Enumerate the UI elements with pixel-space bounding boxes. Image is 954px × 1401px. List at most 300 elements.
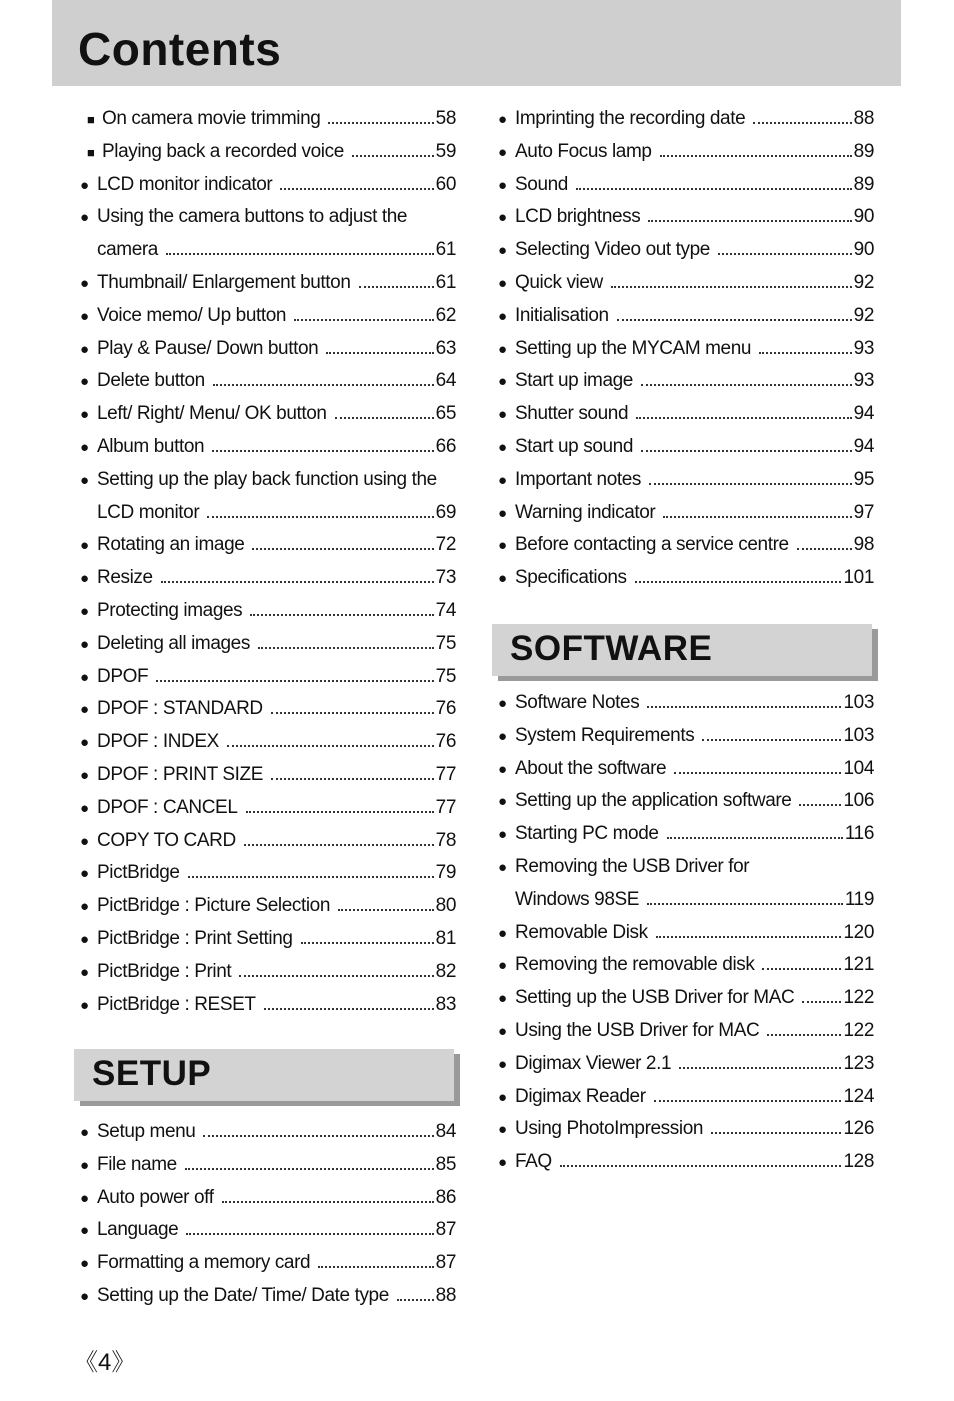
toc-entry-page: 80 — [435, 895, 456, 917]
toc-entry[interactable] — [498, 1118, 874, 1151]
setup-section-heading — [74, 1049, 454, 1101]
toc-entry-label: PictBridge : Print Setting — [97, 927, 293, 949]
toc-entry-label: PictBridge : Picture Selection — [97, 895, 331, 917]
toc-entry-page: 87 — [435, 1252, 456, 1274]
toc-entry-label: LCD monitor — [97, 501, 200, 523]
dot-leader — [294, 319, 434, 321]
toc-entry-page: 93 — [853, 370, 874, 392]
toc-entry[interactable] — [498, 502, 874, 535]
dot-leader — [663, 516, 851, 518]
toc-entry-label: Setting up the Date/ Time/ Date type — [97, 1284, 389, 1306]
round-bullet-icon: ● — [80, 963, 89, 981]
toc-entry[interactable] — [80, 1121, 456, 1154]
toc-entry-label: Sound — [515, 173, 568, 195]
dot-leader — [156, 680, 433, 682]
toc-entry-label: Start up image — [515, 370, 633, 392]
dot-leader — [301, 942, 434, 944]
round-bullet-icon: ● — [80, 799, 89, 817]
dot-leader — [213, 384, 434, 386]
toc-entry-page: 122 — [843, 987, 874, 1009]
round-bullet-icon: ● — [80, 406, 89, 424]
dot-leader — [161, 581, 434, 583]
toc-entry[interactable] — [80, 830, 456, 863]
toc-entry-label: Removable Disk — [515, 921, 648, 943]
toc-entry[interactable] — [498, 922, 874, 955]
toc-entry[interactable] — [498, 534, 874, 567]
toc-entry-label: Shutter sound — [515, 403, 629, 425]
round-bullet-icon: ● — [80, 602, 89, 620]
dot-leader — [679, 1067, 841, 1069]
dot-leader — [186, 1233, 433, 1235]
toc-entry-label: Software Notes — [515, 692, 640, 713]
toc-entry-page: 75 — [435, 632, 456, 654]
round-bullet-icon: ● — [498, 406, 507, 424]
dot-leader — [397, 1299, 434, 1301]
round-bullet-icon: ● — [80, 668, 89, 686]
toc-entry[interactable] — [498, 823, 874, 856]
square-bullet-icon: ■ — [87, 112, 95, 127]
dot-leader — [338, 909, 434, 911]
round-bullet-icon: ● — [498, 471, 507, 489]
round-bullet-icon: ● — [498, 1121, 507, 1139]
toc-entry[interactable] — [80, 370, 456, 403]
dot-leader — [326, 352, 433, 354]
toc-entry[interactable] — [498, 174, 874, 207]
dot-leader — [212, 450, 433, 452]
dot-leader — [635, 581, 842, 583]
toc-entry[interactable] — [80, 895, 456, 928]
toc-entry[interactable] — [80, 206, 456, 239]
toc-entry[interactable] — [80, 666, 456, 699]
toc-entry-label: PictBridge : Print — [97, 960, 232, 982]
toc-entry-page: 62 — [435, 304, 456, 326]
round-bullet-icon: ● — [498, 924, 507, 942]
toc-entry-page: 60 — [435, 173, 456, 195]
toc-entry[interactable] — [498, 954, 874, 987]
dot-leader — [641, 384, 852, 386]
toc-entry[interactable] — [80, 797, 456, 830]
dot-leader — [759, 352, 852, 354]
toc-entry[interactable] — [498, 567, 874, 600]
toc-entry-label: LCD brightness — [515, 206, 641, 228]
toc-entry-label: Initialisation — [515, 304, 609, 326]
toc-entry-page: 76 — [435, 731, 456, 753]
toc-entry[interactable] — [80, 698, 456, 731]
square-bullet-icon: ■ — [87, 144, 95, 160]
dot-leader — [711, 1132, 841, 1134]
toc-entry[interactable] — [80, 305, 456, 338]
toc-entry-page: 98 — [853, 534, 874, 556]
round-bullet-icon: ● — [80, 930, 89, 948]
toc-entry-label: Delete button — [97, 370, 205, 392]
round-bullet-icon: ● — [80, 1255, 89, 1273]
toc-entry-page: 106 — [843, 790, 874, 812]
toc-entry[interactable] — [80, 141, 456, 174]
toc-entry-label: Auto Focus lamp — [515, 140, 652, 162]
toc-entry[interactable] — [498, 692, 874, 725]
round-bullet-icon: ● — [498, 143, 507, 161]
toc-entry-page: 92 — [853, 271, 874, 293]
dot-leader — [641, 450, 852, 452]
round-bullet-icon: ● — [498, 274, 507, 292]
toc-entry-label: Setting up the MYCAM menu — [515, 337, 752, 359]
toc-right-column — [498, 108, 874, 600]
toc-entry[interactable] — [498, 305, 874, 338]
round-bullet-icon: ● — [498, 1154, 507, 1172]
toc-entry[interactable] — [498, 141, 874, 174]
toc-entry[interactable] — [498, 403, 874, 436]
toc-entry-page: 88 — [853, 108, 874, 129]
toc-entry[interactable] — [80, 1285, 456, 1318]
toc-entry[interactable] — [498, 272, 874, 305]
toc-entry-page: 75 — [435, 665, 456, 687]
dot-leader — [702, 739, 841, 741]
round-bullet-icon: ● — [498, 1055, 507, 1073]
toc-entry-label: Start up sound — [515, 435, 633, 457]
toc-entry-label: Before contacting a service centre — [515, 534, 789, 556]
round-bullet-icon: ● — [498, 826, 507, 844]
toc-entry-page: 78 — [435, 829, 456, 851]
toc-entry[interactable] — [498, 856, 874, 889]
dot-leader — [335, 417, 434, 419]
toc-entry-page: 59 — [435, 140, 456, 162]
round-bullet-icon: ● — [498, 957, 507, 975]
toc-entry-label: camera — [97, 239, 158, 261]
toc-entry-page: 84 — [435, 1121, 456, 1142]
toc-entry-page: 88 — [435, 1284, 456, 1306]
toc-entry[interactable] — [80, 338, 456, 371]
toc-entry[interactable] — [80, 469, 456, 502]
toc-entry[interactable] — [80, 633, 456, 666]
toc-entry-page: 104 — [843, 757, 874, 779]
toc-entry[interactable] — [80, 534, 456, 567]
toc-entry[interactable] — [80, 174, 456, 207]
toc-entry-label: Specifications — [515, 567, 627, 589]
dot-leader — [328, 122, 433, 124]
toc-entry[interactable] — [80, 862, 456, 895]
round-bullet-icon: ● — [498, 1088, 507, 1106]
round-bullet-icon: ● — [80, 1124, 89, 1141]
setup-heading-text: SETUP — [92, 1054, 212, 1093]
toc-entry-page: 83 — [435, 993, 456, 1015]
round-bullet-icon: ● — [498, 858, 507, 876]
round-bullet-icon: ● — [80, 1287, 89, 1305]
dot-leader — [271, 778, 434, 780]
round-bullet-icon: ● — [498, 307, 507, 325]
round-bullet-icon: ● — [80, 570, 89, 588]
toc-entry[interactable] — [80, 731, 456, 764]
dot-leader — [797, 548, 852, 550]
toc-entry[interactable] — [498, 1086, 874, 1119]
dot-leader — [762, 968, 841, 970]
dot-leader — [799, 804, 841, 806]
toc-entry[interactable] — [80, 1219, 456, 1252]
dot-leader — [656, 936, 842, 938]
toc-entry-label: On camera movie trimming — [102, 108, 321, 129]
toc-entry[interactable] — [498, 436, 874, 469]
toc-entry-label: PictBridge — [97, 862, 180, 884]
toc-entry-label: Protecting images — [97, 599, 243, 621]
dot-leader — [352, 155, 434, 157]
toc-entry-page: 103 — [843, 724, 874, 746]
toc-entry[interactable] — [80, 1154, 456, 1187]
toc-entry[interactable] — [80, 403, 456, 436]
dot-leader — [359, 286, 434, 288]
round-bullet-icon: ● — [80, 471, 89, 489]
toc-entry-label: Auto power off — [97, 1186, 214, 1208]
dot-leader — [258, 647, 434, 649]
toc-entry-page: 126 — [843, 1118, 874, 1140]
round-bullet-icon: ● — [498, 209, 507, 227]
toc-entry-label: DPOF : INDEX — [97, 731, 219, 753]
toc-entry[interactable] — [80, 567, 456, 600]
toc-setup-list — [80, 1121, 456, 1318]
toc-entry[interactable] — [498, 889, 874, 922]
toc-entry-page: 101 — [843, 567, 874, 589]
toc-entry-label: Warning indicator — [515, 501, 656, 523]
toc-entry-label: Thumbnail/ Enlargement button — [97, 271, 351, 293]
toc-entry-page: 90 — [853, 206, 874, 228]
dot-leader — [252, 548, 433, 550]
round-bullet-icon: ● — [498, 990, 507, 1008]
toc-entry-label: Using the camera buttons to adjust the — [97, 206, 408, 228]
toc-entry[interactable] — [80, 1187, 456, 1220]
software-heading-text: SOFTWARE — [510, 629, 713, 668]
toc-entry[interactable] — [498, 725, 874, 758]
round-bullet-icon: ● — [498, 504, 507, 522]
round-bullet-icon: ● — [80, 209, 89, 227]
toc-entry-label: DPOF : CANCEL — [97, 796, 238, 818]
contents-header — [52, 0, 901, 86]
round-bullet-icon: ● — [498, 793, 507, 811]
round-bullet-icon: ● — [498, 1022, 507, 1040]
toc-entry-page: 119 — [844, 888, 874, 910]
round-bullet-icon: ● — [80, 996, 89, 1014]
toc-entry-page: 87 — [435, 1219, 456, 1241]
toc-entry-label: Removing the removable disk — [515, 954, 755, 976]
dot-leader — [576, 188, 852, 190]
toc-entry[interactable] — [80, 764, 456, 797]
toc-entry-label: Left/ Right/ Menu/ OK button — [97, 403, 327, 425]
toc-entry-page: 77 — [435, 763, 456, 785]
toc-entry-page: 74 — [435, 599, 456, 621]
dot-leader — [203, 1135, 433, 1137]
round-bullet-icon: ● — [80, 1156, 89, 1174]
toc-entry-label: FAQ — [515, 1151, 552, 1173]
toc-entry[interactable] — [498, 108, 874, 141]
round-bullet-icon: ● — [80, 438, 89, 456]
toc-entry-label: DPOF — [97, 665, 149, 687]
toc-entry-label: Imprinting the recording date — [515, 108, 746, 129]
toc-entry[interactable] — [80, 502, 456, 535]
dot-leader — [753, 122, 851, 124]
toc-entry-label: Important notes — [515, 468, 642, 490]
round-bullet-icon: ● — [80, 176, 89, 194]
toc-entry-page: 94 — [853, 403, 874, 425]
dot-leader — [250, 614, 433, 616]
toc-entry-page: 69 — [435, 501, 456, 523]
toc-entry-label: Language — [97, 1219, 179, 1241]
round-bullet-icon: ● — [498, 727, 507, 745]
dot-leader — [648, 220, 851, 222]
dot-leader — [207, 516, 433, 518]
toc-entry-page: 94 — [853, 435, 874, 457]
toc-entry-label: Setup menu — [97, 1121, 196, 1142]
round-bullet-icon: ● — [80, 340, 89, 358]
toc-entry[interactable] — [80, 108, 456, 141]
dot-leader — [718, 253, 852, 255]
toc-entry-page: 89 — [853, 140, 874, 162]
dot-leader — [647, 706, 841, 708]
toc-entry[interactable] — [498, 790, 874, 823]
toc-entry-page: 81 — [435, 927, 456, 949]
toc-entry-page: 64 — [435, 370, 456, 392]
toc-entry-page: 63 — [435, 337, 456, 359]
toc-entry-page: 65 — [435, 403, 456, 425]
toc-entry[interactable] — [498, 239, 874, 272]
toc-entry[interactable] — [80, 1252, 456, 1285]
toc-entry-label: Setting up the play back function using the — [97, 468, 437, 490]
toc-entry-page: 89 — [853, 173, 874, 195]
dot-leader — [654, 1100, 842, 1102]
toc-entry[interactable] — [498, 1053, 874, 1086]
toc-entry-page: 77 — [435, 796, 456, 818]
toc-entry-page: 76 — [435, 698, 456, 720]
page-title: Contents — [78, 23, 282, 75]
round-bullet-icon: ● — [80, 766, 89, 784]
round-bullet-icon: ● — [80, 537, 89, 555]
toc-entry-label: Voice memo/ Up button — [97, 304, 287, 326]
toc-entry[interactable] — [498, 338, 874, 371]
round-bullet-icon: ● — [80, 1189, 89, 1207]
round-bullet-icon: ● — [80, 307, 89, 325]
dot-leader — [264, 1008, 434, 1010]
round-bullet-icon: ● — [498, 176, 507, 194]
toc-entry-label: Play & Pause/ Down button — [97, 337, 319, 359]
toc-entry[interactable] — [498, 758, 874, 791]
dot-leader — [611, 286, 852, 288]
toc-entry-label: Using the USB Driver for MAC — [515, 1019, 760, 1041]
toc-entry[interactable] — [80, 994, 456, 1027]
toc-entry-label: Playing back a recorded voice — [102, 140, 344, 162]
round-bullet-icon: ● — [498, 373, 507, 391]
toc-entry-page: 79 — [435, 862, 456, 884]
toc-entry-label: Digimax Viewer 2.1 — [515, 1052, 672, 1074]
toc-entry-page: 92 — [853, 304, 874, 326]
toc-entry-page: 61 — [435, 271, 456, 293]
page-number: 《4》 — [74, 1349, 136, 1376]
dot-leader — [767, 1034, 841, 1036]
toc-entry[interactable] — [80, 436, 456, 469]
toc-entry[interactable] — [80, 961, 456, 994]
round-bullet-icon: ● — [498, 760, 507, 778]
toc-entry-label: Deleting all images — [97, 632, 250, 654]
round-bullet-icon: ● — [498, 242, 507, 260]
toc-entry-page: 95 — [853, 468, 874, 490]
toc-entry-label: System Requirements — [515, 724, 695, 746]
toc-entry[interactable] — [80, 600, 456, 633]
round-bullet-icon: ● — [80, 832, 89, 850]
toc-entry[interactable] — [498, 1151, 874, 1184]
toc-entry-label: About the software — [515, 757, 667, 779]
toc-entry-page: 128 — [843, 1151, 874, 1173]
toc-entry-page: 82 — [435, 960, 456, 982]
toc-entry[interactable] — [498, 370, 874, 403]
dot-leader — [802, 1001, 841, 1003]
dot-leader — [166, 253, 434, 255]
dot-leader — [222, 1201, 434, 1203]
toc-entry-page: 120 — [843, 921, 874, 943]
round-bullet-icon: ● — [80, 274, 89, 292]
toc-entry-label: Using PhotoImpression — [515, 1118, 704, 1140]
dot-leader — [660, 155, 852, 157]
round-bullet-icon: ● — [80, 898, 89, 916]
dot-leader — [318, 1266, 433, 1268]
round-bullet-icon: ● — [80, 734, 89, 752]
dot-leader — [647, 903, 843, 905]
round-bullet-icon: ● — [80, 373, 89, 391]
toc-entry-page: 123 — [843, 1052, 874, 1074]
toc-entry[interactable] — [80, 928, 456, 961]
toc-entry[interactable] — [498, 469, 874, 502]
round-bullet-icon: ● — [80, 701, 89, 719]
toc-entry-page: 124 — [843, 1085, 874, 1107]
toc-entry-page: 103 — [843, 692, 874, 713]
dot-leader — [244, 844, 434, 846]
toc-entry[interactable] — [80, 239, 456, 272]
toc-entry-label: Formatting a memory card — [97, 1252, 311, 1274]
toc-entry-label: Resize — [97, 567, 153, 589]
toc-entry[interactable] — [80, 272, 456, 305]
software-section-heading — [492, 624, 872, 676]
toc-entry[interactable] — [498, 206, 874, 239]
toc-entry[interactable] — [498, 1020, 874, 1053]
toc-entry-label: Selecting Video out type — [515, 239, 710, 261]
toc-entry-page: 122 — [843, 1019, 874, 1041]
dot-leader — [667, 837, 843, 839]
dot-leader — [560, 1165, 842, 1167]
toc-entry[interactable] — [498, 987, 874, 1020]
toc-entry-label: LCD monitor indicator — [97, 173, 273, 195]
toc-entry-label: Rotating an image — [97, 534, 245, 556]
round-bullet-icon: ● — [80, 1222, 89, 1240]
round-bullet-icon: ● — [498, 340, 507, 358]
round-bullet-icon: ● — [80, 865, 89, 883]
toc-entry-page: 58 — [435, 108, 456, 129]
dot-leader — [246, 811, 434, 813]
round-bullet-icon: ● — [80, 635, 89, 653]
toc-entry-label: File name — [97, 1153, 177, 1175]
toc-entry-label: Setting up the application software — [515, 790, 792, 812]
toc-entry-label: DPOF : PRINT SIZE — [97, 763, 263, 785]
toc-entry-label: DPOF : STANDARD — [97, 698, 263, 720]
dot-leader — [188, 876, 434, 878]
toc-entry-page: 121 — [843, 954, 874, 976]
toc-left-column — [80, 108, 456, 1026]
dot-leader — [280, 188, 433, 190]
toc-entry-page: 61 — [435, 239, 456, 261]
toc-entry-label: COPY TO CARD — [97, 829, 236, 851]
round-bullet-icon: ● — [498, 695, 507, 712]
dot-leader — [649, 483, 852, 485]
round-bullet-icon: ● — [498, 570, 507, 588]
toc-entry-page: 97 — [853, 501, 874, 523]
toc-entry-page: 116 — [844, 823, 874, 845]
dot-leader — [674, 772, 841, 774]
round-bullet-icon: ● — [498, 438, 507, 456]
toc-entry-page: 93 — [853, 337, 874, 359]
toc-entry-label: PictBridge : RESET — [97, 993, 256, 1015]
